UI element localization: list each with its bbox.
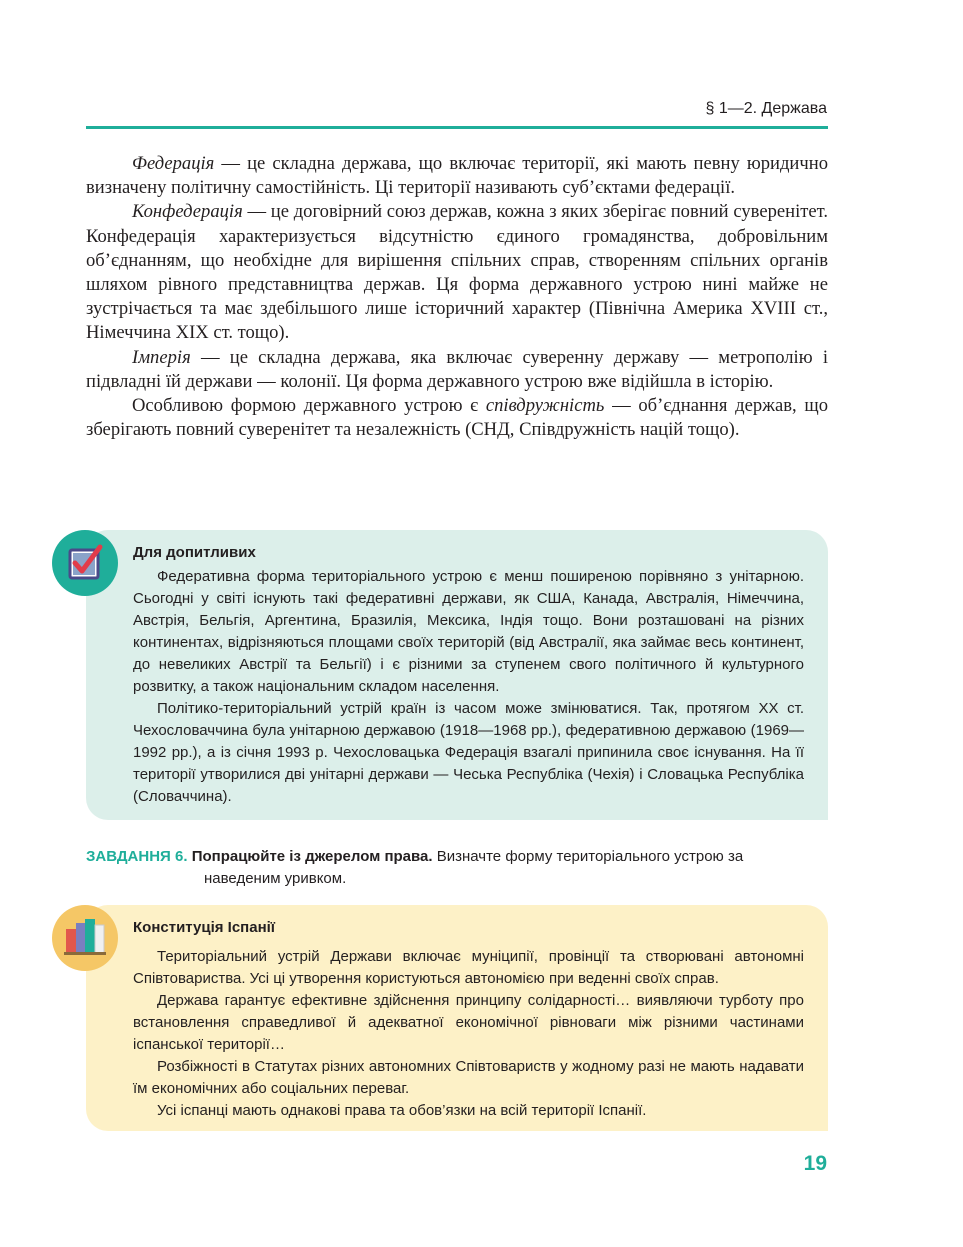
paragraph-confederation (86, 200, 828, 345)
source-box-paragraph: Усі іспанці мають однакові права та обов’язки на всій території Іспанії. (157, 1102, 647, 1119)
paragraph-commonwealth (86, 394, 828, 442)
source-box-title: Конституція Іспанії (133, 919, 276, 936)
paragraph-commonwealth-after: — об’єднання держав, що зберігають повний суверенітет та незалежність (СНД, Співдружність націй тощо). (86, 395, 828, 441)
curious-box (86, 530, 828, 820)
header-divider (86, 126, 828, 129)
term-empire: Імперія (132, 346, 191, 368)
curious-box-paragraph: Політико-територіальний устрій країн із часом може змінюватися. Так, протягом XX ст. Чехословаччина була унітарною державою (1918—1968 рр.), федеративною державою (1969—1992 рр.), а із січня 1993 р. Чехословацька Федерація взагалі припинила своє існування. На її території утворилися дві унітарні держави — Чеська Республіка (Чехія) і Словацька Республіка (Словаччина). (133, 700, 804, 805)
task-text-line2: наведеним уривком. (204, 870, 347, 887)
curious-box-title: Для допитливих (133, 544, 256, 561)
paragraph-empire-text: — це складна держава, яка включає суверенну державу — метрополію і підвладні їй держави — колонії. Ця форма державного устрою вже відійшла в історію. (86, 346, 828, 392)
source-box (86, 905, 828, 1131)
books-icon (52, 905, 118, 971)
paragraph-federation-text: — це складна держава, що включає території, які мають певну юридично визначену політичну самостійність. Ці території називають суб’єктами федерації. (86, 153, 828, 199)
term-federation: Федерація (132, 153, 215, 174)
task-title: Попрацюйте із джерелом права. (191, 848, 433, 865)
paragraph-federation (86, 152, 828, 200)
task-text: Визначте форму територіального устрою за (436, 848, 744, 865)
term-commonwealth: співдружність (485, 395, 605, 417)
source-box-paragraph: Територіальний устрій Держави включає муніципії, провінції та створювані автономні Співтовариства. Усі ці утворення користуються автономією при веденні своїх справ. (133, 948, 804, 987)
paragraph-empire (86, 346, 828, 394)
checkbox-icon (52, 530, 118, 596)
main-text (86, 152, 828, 442)
source-box-paragraph: Держава гарантує ефективне здійснення принципу солідарності… виявляючи турботу про встановлення справедливої й адекватної економічної рівноваги між різними частинами іспанської території… (133, 992, 804, 1053)
paragraph-commonwealth-before: Особливою формою державного устрою є (132, 395, 486, 417)
curious-box-paragraph: Федеративна форма територіального устрою є менш поширеною порівняно з унітарною. Сьогодні у світі існують такі федеративні держави, як США, Канада, Австралія, Німеччина, Австрія, Бельгія, Аргентина, Бразилія, Мексика, Індія тощо. Вони розташовані на різних континентах, відрізняються площами своїх територій (від Австралії, яка займає весь континент, до невеликих Австрії та Бельгії) і є різними за ступенем свого політичного й культурного розвитку, а також національним складом населення. (133, 568, 804, 695)
source-box-paragraph: Розбіжності в Статутах різних автономних Співтовариств у жодному разі не мають надавати їм економічних або соціальних переваг. (133, 1058, 804, 1097)
task-label: ЗАВДАННЯ 6. (86, 848, 188, 865)
section-title: § 1—2. Держава (705, 100, 827, 117)
term-confederation: Конфедерація (132, 201, 243, 223)
page-number: 19 (803, 1152, 827, 1175)
task-6 (86, 846, 828, 890)
paragraph-confederation-text: — це договірний союз держав, кожна з яких зберігає повний суверенітет. Конфедерація характеризується відсутністю єдиного громадянства, добровільним об’єднанням, що необхідне для вирішення спільних справ, створенням спільних органів шляхом рівного представництва держав. Ця форма державного устрою нині майже не зустрічається та має здебільшого лише історичний характер (Північна Америка XVIII ст., Німеччина XIX ст. тощо). (86, 201, 828, 344)
